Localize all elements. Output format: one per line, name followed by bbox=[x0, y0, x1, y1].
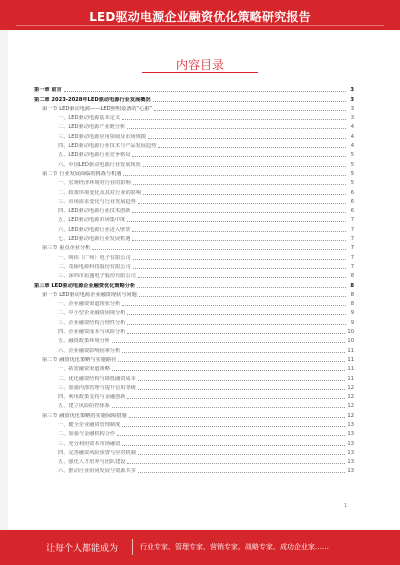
report-title: LED驱动电源企业融资优化策略研究报告 bbox=[89, 10, 311, 24]
toc-heading: 内容目录 bbox=[175, 58, 224, 72]
toc-entry[interactable] bbox=[34, 456, 354, 465]
toc-entry-label: 三、深圳市崧盛电子股份有限公司 bbox=[58, 273, 136, 280]
toc-leader-dots bbox=[132, 240, 346, 241]
toc-entry[interactable] bbox=[34, 307, 354, 316]
toc-leader-dots bbox=[143, 166, 346, 167]
toc-leader-dots bbox=[133, 184, 346, 185]
toc-entry-page: 8 bbox=[350, 301, 354, 308]
toc-entry[interactable] bbox=[34, 316, 354, 325]
left-margin-strip bbox=[0, 30, 8, 530]
toc-entry[interactable] bbox=[34, 289, 354, 298]
toc-leader-dots bbox=[127, 128, 346, 129]
toc-entry-page: 12 bbox=[347, 394, 354, 401]
toc-entry-label: 第二节 行业发展面临的挑战与机遇 bbox=[42, 170, 122, 177]
toc-leader-dots bbox=[112, 370, 346, 371]
toc-entry-label: 七、LED驱动电源行业发展机遇 bbox=[58, 236, 131, 243]
toc-entry-page: 7 bbox=[350, 263, 354, 270]
toc-entry-label: 二、政策环境变化及其对行业的影响 bbox=[58, 189, 142, 196]
toc-entry-page: 11 bbox=[347, 347, 354, 354]
toc-entry-page: 5 bbox=[350, 180, 354, 187]
toc-leader-dots bbox=[112, 407, 346, 408]
toc-entry-page: 11 bbox=[347, 375, 354, 382]
toc-leader-dots bbox=[143, 194, 346, 195]
toc-entry-page: 13 bbox=[347, 431, 354, 438]
toc-entry[interactable] bbox=[34, 140, 354, 149]
toc-entry[interactable] bbox=[34, 298, 354, 307]
toc-leader-dots bbox=[138, 472, 346, 473]
toc-entry[interactable] bbox=[34, 372, 354, 381]
toc-entry-label: 三、LED驱动电源应用领域及市场规模 bbox=[58, 133, 146, 140]
toc-entry[interactable] bbox=[34, 270, 354, 279]
toc-entry-label: 五、融资政策环境分析 bbox=[58, 338, 110, 345]
toc-entry[interactable] bbox=[34, 121, 354, 130]
toc-entry-page: 13 bbox=[347, 468, 354, 475]
toc-entry-label: 六、推动行业协同发展与资源共享 bbox=[58, 468, 136, 475]
toc-leader-dots bbox=[133, 268, 346, 269]
toc-leader-dots bbox=[138, 380, 346, 381]
toc-entry[interactable] bbox=[34, 363, 354, 372]
toc-entry-label: 二、加强与金融机构合作 bbox=[58, 431, 116, 438]
toc-entry-page: 5 bbox=[350, 152, 354, 159]
toc-entry-label: 五、LED驱动电源行业竞争格局 bbox=[58, 152, 131, 159]
toc-leader-dots bbox=[153, 101, 346, 102]
toc-entry[interactable] bbox=[34, 214, 354, 223]
toc-entry-label: 一、宏观经济环境对行业的影响 bbox=[58, 180, 131, 187]
toc-entry[interactable] bbox=[34, 168, 354, 177]
toc-entry-page: 13 bbox=[347, 421, 354, 428]
toc-entry-page: 12 bbox=[347, 384, 354, 391]
toc-entry[interactable] bbox=[34, 419, 354, 428]
toc-entry[interactable] bbox=[34, 335, 354, 344]
toc-entry[interactable] bbox=[34, 465, 354, 474]
toc-entry-page: 11 bbox=[347, 366, 354, 373]
toc-entry[interactable] bbox=[34, 196, 354, 205]
toc-entry-label: 二、中小型企业融资困境分析 bbox=[58, 310, 126, 317]
toc-entry-page: 5 bbox=[350, 170, 354, 177]
toc-entry-page: 8 bbox=[350, 282, 354, 289]
toc-entry-page: 9 bbox=[350, 319, 354, 326]
toc-entry-label: 四、企业融资成本与风险分析 bbox=[58, 329, 126, 336]
toc-entry-label: 五、强化人才培养与团队建设 bbox=[58, 459, 126, 466]
toc-leader-dots bbox=[138, 277, 346, 278]
toc-entry-label: 六、LED驱动电源行业进入壁垒 bbox=[58, 226, 131, 233]
toc-leader-dots bbox=[92, 249, 346, 250]
toc-leader-dots bbox=[138, 454, 346, 455]
table-of-contents bbox=[34, 84, 354, 474]
footer-tagline: 行业专家、管理专家、营销专家、战略专家、成功企业家…… bbox=[140, 543, 329, 551]
toc-entry-page: 13 bbox=[347, 459, 354, 466]
toc-leader-dots bbox=[127, 221, 346, 222]
toc-leader-dots bbox=[127, 324, 346, 325]
toc-entry[interactable] bbox=[34, 400, 354, 409]
toc-entry-label: 第三章 LED驱动电源企业融资优化策略分析 bbox=[34, 282, 136, 289]
toc-leader-dots bbox=[132, 156, 346, 157]
toc-leader-dots bbox=[118, 361, 345, 362]
toc-entry[interactable] bbox=[34, 382, 354, 391]
toc-entry[interactable] bbox=[34, 84, 354, 93]
toc-entry-page: 11 bbox=[347, 356, 354, 363]
page-number: 1 bbox=[344, 503, 348, 509]
toc-entry[interactable] bbox=[34, 261, 354, 270]
toc-entry[interactable] bbox=[34, 149, 354, 158]
toc-entry-label: 第一节 LED驱动电源企业融资现状与问题 bbox=[42, 291, 137, 298]
toc-entry[interactable] bbox=[34, 437, 354, 446]
toc-entry-label: 一、拓宽融资渠道策略 bbox=[58, 366, 110, 373]
toc-entry-page: 5 bbox=[350, 161, 354, 168]
toc-entry-label: 五、LED驱动电源市场集中度 bbox=[58, 217, 126, 224]
toc-entry[interactable] bbox=[34, 93, 354, 102]
toc-entry-page: 9 bbox=[350, 310, 354, 317]
toc-entry[interactable] bbox=[34, 251, 354, 260]
toc-leader-dots bbox=[122, 305, 346, 306]
toc-entry[interactable] bbox=[34, 158, 354, 167]
toc-entry-page: 7 bbox=[350, 236, 354, 243]
toc-leader-dots bbox=[122, 426, 345, 427]
toc-leader-dots bbox=[132, 212, 346, 213]
toc-entry-label: 六、中国LED驱动电源行业发展现状 bbox=[58, 161, 141, 168]
toc-entry-page: 7 bbox=[350, 245, 354, 252]
toc-leader-dots bbox=[129, 417, 346, 418]
toc-leader-dots bbox=[127, 333, 345, 334]
footer-slogan: 让每个人都能成为 bbox=[46, 544, 119, 554]
toc-entry[interactable] bbox=[34, 279, 354, 288]
toc-entry[interactable] bbox=[34, 326, 354, 335]
toc-leader-dots bbox=[148, 138, 346, 139]
toc-entry-label: 二、优化融资结构与降低融资成本 bbox=[58, 375, 136, 382]
toc-entry-page: 3 bbox=[350, 96, 354, 103]
toc-entry-page: 7 bbox=[350, 217, 354, 224]
toc-leader-dots bbox=[132, 231, 346, 232]
toc-leader-dots bbox=[122, 445, 345, 446]
toc-leader-dots bbox=[137, 287, 346, 288]
toc-entry[interactable] bbox=[34, 233, 354, 242]
toc-leader-dots bbox=[138, 203, 346, 204]
toc-entry-page: 13 bbox=[347, 449, 354, 456]
toc-entry-page: 13 bbox=[347, 440, 354, 447]
toc-entry-label: 一、LED驱动电源基本定义 bbox=[58, 115, 121, 122]
toc-entry-label: 四、完善融资风险预警与应对机制 bbox=[58, 449, 136, 456]
toc-entry-page: 7 bbox=[350, 254, 354, 261]
toc-leader-dots bbox=[138, 389, 346, 390]
toc-entry[interactable] bbox=[34, 428, 354, 437]
toc-entry-page: 12 bbox=[347, 403, 354, 410]
toc-leader-dots bbox=[127, 314, 346, 315]
toc-entry-label: 第一节 LED驱动电源——LED照明设备的“心脏” bbox=[42, 105, 153, 112]
toc-entry-label: 二、茂硕电源科技股份有限公司 bbox=[58, 263, 131, 270]
toc-entry-label: 三、充分利用资本市场融资 bbox=[58, 440, 121, 447]
toc-entry-label: 第三节 重点企业分析 bbox=[42, 245, 91, 252]
toc-entry-label: 四、LED驱动电源行业技术创新 bbox=[58, 208, 131, 215]
toc-entry-page: 4 bbox=[350, 124, 354, 131]
toc-leader-dots bbox=[127, 398, 345, 399]
toc-entry-page: 6 bbox=[350, 189, 354, 196]
toc-entry[interactable] bbox=[34, 344, 354, 353]
toc-entry-page: 6 bbox=[350, 198, 354, 205]
toc-entry-label: 一、企业融资渠道现状分析 bbox=[58, 301, 121, 308]
toc-entry[interactable] bbox=[34, 130, 354, 139]
toc-entry-label: 四、LED驱动电源行业技术与产品发展趋势 bbox=[58, 143, 157, 150]
toc-entry-label: 四、利用政策支持与金融创新 bbox=[58, 394, 126, 401]
toc-leader-dots bbox=[154, 110, 346, 111]
toc-entry-page: 8 bbox=[350, 273, 354, 280]
footer-band bbox=[0, 530, 400, 565]
toc-entry-label: 一、明纬（广州）电子有限公司 bbox=[58, 254, 131, 261]
toc-leader-dots bbox=[158, 147, 346, 148]
toc-leader-dots bbox=[117, 435, 345, 436]
header-band bbox=[0, 0, 400, 30]
toc-entry-page: 3 bbox=[350, 105, 354, 112]
toc-entry-page: 12 bbox=[347, 412, 354, 419]
toc-entry-label: 六、企业融资影响因素分析 bbox=[58, 347, 121, 354]
toc-entry-label: 第三节 融资优化策略的实施保障措施 bbox=[42, 412, 127, 419]
toc-entry-page: 10 bbox=[347, 329, 354, 336]
toc-leader-dots bbox=[122, 352, 345, 353]
toc-entry-page: 7 bbox=[350, 226, 354, 233]
toc-leader-dots bbox=[127, 463, 345, 464]
toc-leader-dots bbox=[133, 259, 346, 260]
toc-entry[interactable] bbox=[34, 409, 354, 418]
toc-entry[interactable] bbox=[34, 242, 354, 251]
toc-entry-label: 一、健全企业融资管理制度 bbox=[58, 421, 121, 428]
toc-entry-label: 二、LED驱动电源产业链分析 bbox=[58, 124, 126, 131]
toc-entry[interactable] bbox=[34, 354, 354, 363]
toc-entry[interactable] bbox=[34, 205, 354, 214]
heading-underline bbox=[142, 72, 258, 73]
toc-leader-dots bbox=[123, 175, 346, 176]
header-rule bbox=[16, 25, 384, 26]
toc-leader-dots bbox=[64, 91, 346, 92]
toc-entry[interactable] bbox=[34, 177, 354, 186]
toc-entry-page: 8 bbox=[350, 291, 354, 298]
toc-entry-label: 五、建立风险防控体系 bbox=[58, 403, 110, 410]
toc-entry-page: 4 bbox=[350, 133, 354, 140]
toc-entry[interactable] bbox=[34, 447, 354, 456]
toc-entry[interactable] bbox=[34, 223, 354, 232]
toc-entry[interactable] bbox=[34, 112, 354, 121]
toc-leader-dots bbox=[112, 342, 346, 343]
toc-leader-dots bbox=[139, 296, 346, 297]
toc-entry[interactable] bbox=[34, 103, 354, 112]
toc-entry-page: 3 bbox=[350, 87, 354, 94]
toc-entry[interactable] bbox=[34, 186, 354, 195]
toc-entry-label: 三、企业融资结构合理性分析 bbox=[58, 319, 126, 326]
toc-entry[interactable] bbox=[34, 391, 354, 400]
toc-entry-label: 第一章 前言 bbox=[34, 87, 62, 94]
toc-entry-page: 4 bbox=[350, 143, 354, 150]
toc-entry-label: 第二节 融资优化策略与实施路径 bbox=[42, 356, 117, 363]
footer-divider bbox=[132, 539, 133, 555]
toc-entry-page: 3 bbox=[350, 115, 354, 122]
toc-entry-page: 10 bbox=[347, 338, 354, 345]
toc-entry-label: 第二章 2023-2028年LED驱动电源行业发展概况 bbox=[34, 96, 151, 103]
toc-entry-label: 三、加强内部管理与提升信用等级 bbox=[58, 384, 136, 391]
toc-leader-dots bbox=[122, 119, 346, 120]
toc-entry-page: 6 bbox=[350, 208, 354, 215]
toc-entry-label: 三、市场需求变化与行业发展趋势 bbox=[58, 198, 136, 205]
